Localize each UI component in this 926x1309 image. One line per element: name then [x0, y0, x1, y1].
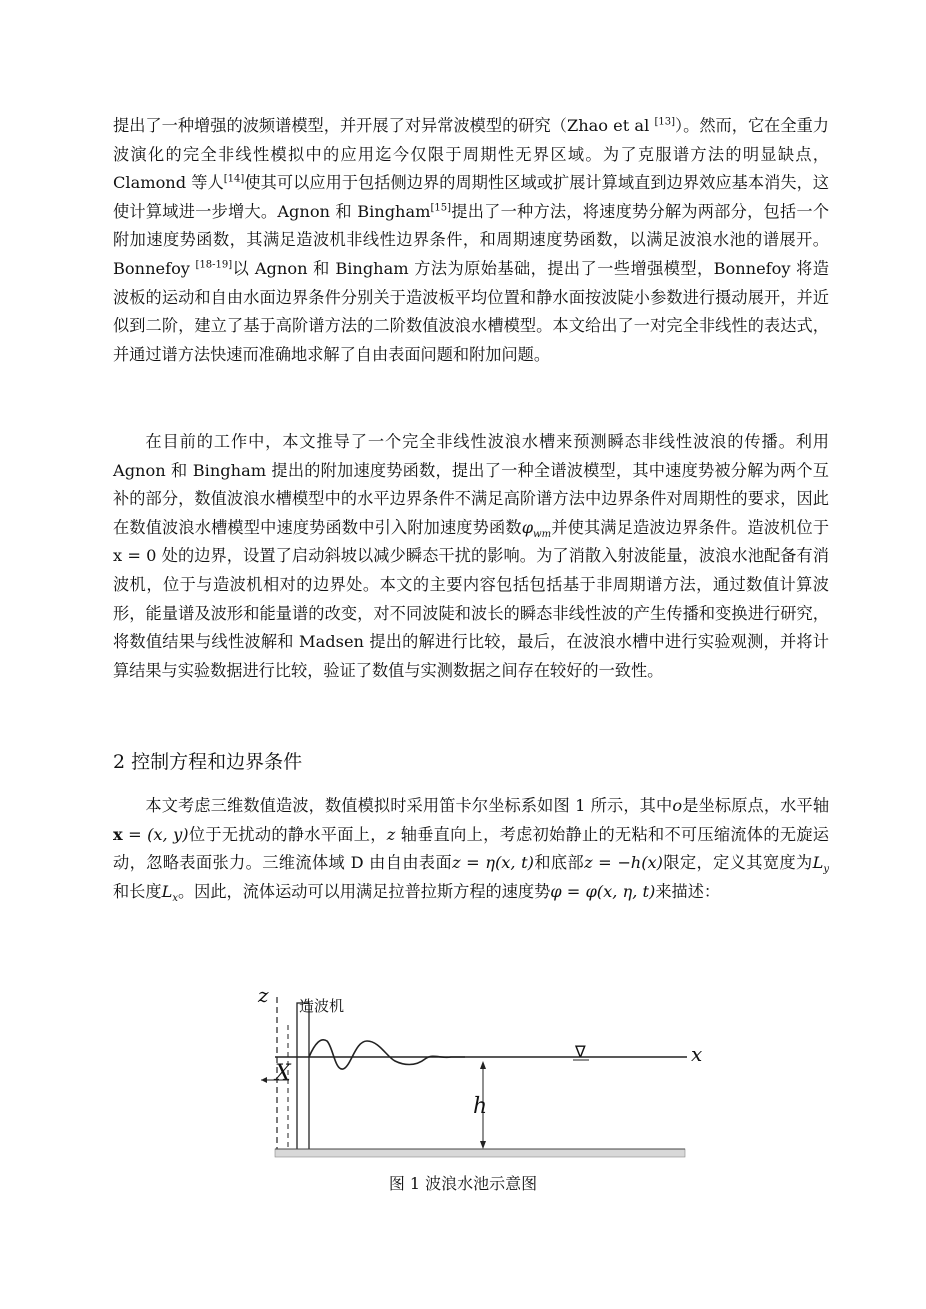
ly-symbol: L	[812, 853, 824, 873]
p3-text-3: 位于无扰动的静水平面上，	[188, 824, 387, 844]
p2-text-a: 在目前的工作中，本文推导了一个完全非线性波浪水槽来预测瞬态非线性波浪的传播。利用 Agnon 和 Bingham 提出的附加速度势函数，提出了一种全谱波模型，其中速度势被分解为两个互补的部分，数值波浪水槽模型中的水平边界条件不满足高阶谱方法中边界条件对周期性的要求，因此在数值波浪水槽模型中速度势函数中引入附加速度势函数	[113, 432, 829, 537]
p3-text-4: 轴垂直向上，考虑初始静止的无粘和不可压缩流体的无旋运动，忽略表面张力。三维流体域 D 由自由表面	[113, 824, 829, 873]
citation-14: [14]	[223, 173, 245, 185]
p3-text-9: 来描述：	[655, 881, 721, 901]
citation-15: [15]	[430, 202, 452, 214]
depth-label: h	[473, 1094, 488, 1119]
p1-text-a: 提出了一种增强的波频谱模型，并开展了对异常波模型的研究（Zhao et al	[113, 116, 655, 135]
eq-potential: φ = φ(x, η, t)	[550, 881, 656, 901]
origin-symbol: o	[672, 796, 683, 815]
basin-bottom	[275, 1149, 685, 1157]
eq-free-surface: z = η(x, t)	[452, 853, 534, 873]
paragraph-3	[113, 792, 829, 906]
paragraph-1	[113, 112, 829, 369]
depth-arrowhead-bottom	[480, 1141, 486, 1149]
phi-symbol: φ	[521, 517, 534, 537]
p2-text-b: 并使其满足造波边界条件。造波机位于 x = 0 处的边界，设置了启动斜坡以减少瞬态干扰的影响。为了消散入射波能量，波浪水池配备有消波机，位于与造波机相对的边界处。本文的主要内容包括包括基于非周期谱方法，通过数值计算波形，能量谱及波形和能量谱的改变，对不同波陡和波长的瞬态非线性波的产生传播和变换进行研究，将数值结果与线性波解和 Madsen 提出的解进行比较，最后，在波浪水槽中进行实验观测，并将计算结果与实验数据进行比较，验证了数值与实测数据之间存在较好的一致性。	[113, 517, 830, 680]
p3-text-7: 和长度	[113, 881, 162, 901]
eq-xy: = (x, y)	[122, 824, 189, 844]
wave-basin-figure	[255, 985, 725, 1165]
paragraph-2	[113, 428, 829, 685]
citation-13: [13]	[654, 116, 675, 128]
p3-text-1: 本文考虑三维数值造波，数值模拟时采用笛卡尔坐标系如图 1 所示，其中	[145, 796, 673, 815]
p3-text-6: 限定，定义其宽度为	[662, 853, 813, 873]
lx-subscript: x	[172, 893, 178, 905]
p3-text-5: 和底部	[533, 853, 585, 873]
displacement-arrowhead	[261, 1077, 267, 1083]
wave-profile	[309, 1040, 465, 1069]
wavemaker-label: 造波机	[299, 997, 345, 1015]
x-vector: x	[113, 824, 123, 844]
p1-text-b: ）。然而，它在全重力波演化的完全非线性模拟中的应用迄今仅限于周期性无界区域。为了克服谱方法的明显缺点，Clamond 等人	[113, 116, 829, 193]
citation-18-19: [18-19]	[195, 259, 233, 271]
x-axis-label: x	[691, 1042, 703, 1066]
paddle-displacement-label: X	[275, 1061, 291, 1086]
figure-caption: 图 1 波浪水池示意图	[388, 1174, 538, 1193]
eq-bottom: z = −h(x)	[584, 853, 663, 873]
p1-text-e: 以 Agnon 和 Bingham 方法为原始基础，提出了一些增强模型，Bonnefoy 将造波板的运动和自由水面边界条件分别关于造波板平均位置和静水面按波陡小参数进行摄动展开，并近似到二阶，建立了基于高阶谱方法的二阶数值波浪水槽模型。本文给出了一对完全非线性的表达式，并通过谱方法快速而准确地求解了自由表面问题和附加问题。	[113, 258, 829, 364]
ly-subscript: y	[823, 864, 830, 876]
wavemaker-paddle	[297, 1003, 309, 1151]
section-heading: 2 控制方程和边界条件	[113, 751, 303, 773]
p3-text-8: 。因此，流体运动可以用满足拉普拉斯方程的速度势	[177, 881, 551, 901]
z-symbol: z	[386, 824, 396, 844]
p1-text-d: 提出了一种方法，将速度势分解为两部分，包括一个附加速度势函数，其满足造波机非线性边界条件，和周期速度势函数，以满足波浪水池的谱展开。Bonnefoy	[113, 201, 830, 278]
phi-subscript: wm	[533, 529, 552, 541]
p3-text-2: 是坐标原点，水平轴	[682, 796, 830, 815]
depth-arrowhead-top	[480, 1061, 486, 1069]
lx-symbol: L	[161, 881, 173, 901]
z-axis-label: z	[258, 985, 269, 1007]
p1-text-c: 使其可以应用于包括侧边界的周期性区域或扩展计算域直到边界效应基本消失，这使计算域进一步增大。Agnon 和 Bingham	[113, 173, 829, 221]
water-level-symbol: ∇	[575, 1042, 586, 1061]
